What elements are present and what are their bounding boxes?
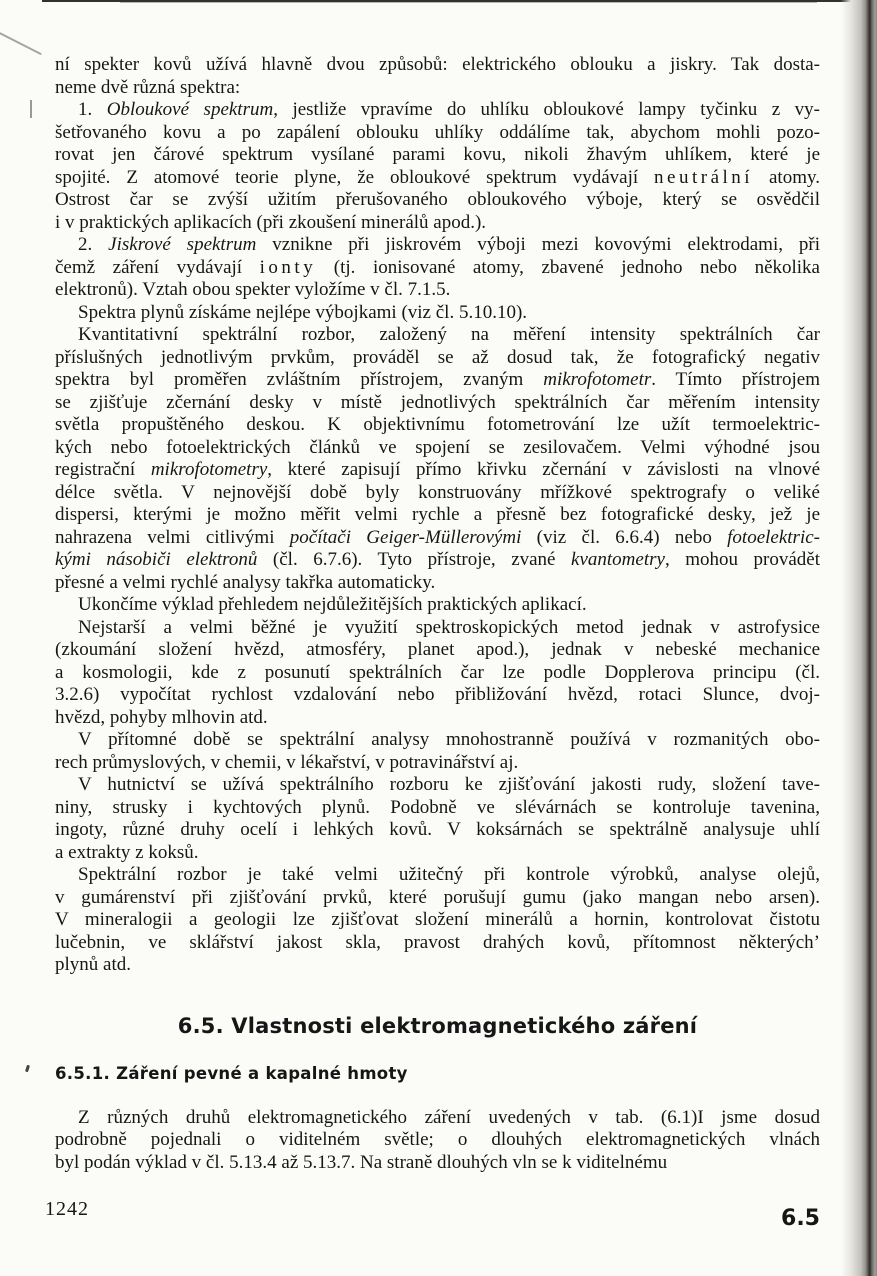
text-segment: (viz čl. 6.6.4) nebo xyxy=(521,526,728,548)
text-line xyxy=(55,167,820,190)
subsection-heading: 6.5.1. Záření pevné a kapalné hmoty xyxy=(55,1063,408,1083)
text-line xyxy=(55,639,820,662)
text-segment: (tj. ionisované atomy, zbavené jednoho nebo několika xyxy=(316,256,820,278)
text-segment: ní spekter kovů užívá hlavně dvou způsobů: elektrického oblouku a jiskry. Tak dosta- xyxy=(55,54,820,75)
italic-term: mikrofotometry xyxy=(150,459,268,480)
text-segment: kých nebo fotoelektrických článků ve spojení se zesilovačem. Velmi výhodné jsou xyxy=(55,436,820,458)
paragraph xyxy=(55,1107,820,1175)
section-heading: 6.5. Vlastnosti elektromagnetického záření xyxy=(177,1013,698,1038)
text-line xyxy=(55,1152,820,1175)
text-segment: Kvantitativní spektrální rozbor, založený na měření intensity spektrálních čar xyxy=(78,324,820,345)
text-segment: se zjišťuje zčernání desky v místě jednotlivých spektrálních čar měřením intensity xyxy=(55,391,820,413)
letterspaced-term: ionty xyxy=(259,256,317,278)
text-segment: čemž záření vydávají xyxy=(55,256,260,278)
page-number: 1242 xyxy=(45,1198,89,1220)
paragraph xyxy=(55,774,820,864)
text-segment: . Tímto přístrojem xyxy=(651,369,821,390)
text-line xyxy=(55,864,820,887)
text-line xyxy=(55,594,820,617)
text-segment: 1. xyxy=(78,99,107,120)
text-line xyxy=(55,369,820,392)
text-line xyxy=(55,279,820,302)
text-segment: byl podán výklad v čl. 5.13.4 až 5.13.7. Na straně dlouhých vln se k viditelnému xyxy=(55,1151,668,1173)
paragraph xyxy=(55,324,820,594)
text-segment: vznikne při jiskrovém výboji mezi kovovými elektrodami, při xyxy=(256,234,821,255)
text-segment: V hutnictví se užívá spektrálního rozboru ke zjišťování jakosti rudy, složení tave- xyxy=(78,774,820,795)
text-segment: elektronů). Vztah obou spekter vyložíme v čl. 7.1.5. xyxy=(55,279,451,300)
text-segment: dispersi, kterými je možno měřit velmi rychle a přesně bez fotografické desky, jež je xyxy=(55,504,820,525)
paragraph xyxy=(55,729,820,774)
text-segment: ingoty, různé druhy ocelí i lehkých kovů. V koksárnách se spektrálně analysuje uhlí xyxy=(55,819,820,840)
text-segment: 2. xyxy=(78,234,109,255)
text-line xyxy=(55,347,820,370)
text-segment: Nejstarší a velmi běžné je využití spektroskopických metod jednak v astrofysice xyxy=(78,616,820,638)
text-segment: délce světla. V nejnovější době byly konstruovány mřížkové spektrografy o veliké xyxy=(55,481,820,503)
text-segment: niny, strusky i kychtových plynů. Podobně ve slévárnách se kontroluje tavenina, xyxy=(55,796,820,818)
text-line xyxy=(55,572,820,595)
text-line xyxy=(55,1107,820,1130)
text-segment: V mineralogii a geologii lze zjišťovat složení minerálů a hornin, kontrolovat čistotu xyxy=(55,909,820,930)
text-line xyxy=(55,549,820,572)
text-segment: světla propuštěného deskou. K objektivnímu fotometrování lze užít termoelektric- xyxy=(55,414,820,435)
text-segment: , které zapisují přímo křivku zčernání v závislosti na vlnové xyxy=(267,459,821,480)
text-line xyxy=(55,752,820,775)
page-footer xyxy=(45,1198,820,1231)
text-line xyxy=(55,954,820,977)
text-segment: rech průmyslových, v chemii, v lékařství, v potravinářství aj. xyxy=(55,751,519,773)
text-line xyxy=(55,414,820,437)
text-segment: lučebnin, ve sklářství jakost skla, pravost drahých kovů, přítomnost některých’ xyxy=(55,931,820,953)
text-line xyxy=(55,707,820,730)
scan-top-edge-artifact-2 xyxy=(120,2,817,3)
text-line xyxy=(55,234,820,257)
text-line xyxy=(55,909,820,932)
text-segment: Spektra plynů získáme nejlépe výbojkami (viz čl. 5.10.10). xyxy=(78,301,528,323)
margin-mark-artifact xyxy=(30,100,32,118)
text-segment: (čl. 6.7.6). Tyto přístroje, zvané xyxy=(257,549,572,570)
text-segment: Spektrální rozbor je také velmi užitečný při kontrole výrobků, analyse olejů, xyxy=(78,864,820,885)
text-line xyxy=(55,437,820,460)
paragraph xyxy=(55,54,820,99)
text-line xyxy=(55,77,820,100)
text-line xyxy=(55,504,820,527)
italic-term: kvantometry xyxy=(571,549,665,570)
text-segment: hvězd, pohyby mlhovin atd. xyxy=(55,706,268,728)
text-line xyxy=(55,122,820,145)
text-line xyxy=(55,302,820,325)
text-line xyxy=(55,819,820,842)
text-line xyxy=(55,482,820,505)
letterspaced-term: neutrální xyxy=(654,166,754,188)
paragraph xyxy=(55,234,820,302)
text-line xyxy=(55,527,820,550)
text-segment: rovat jen čárové spektrum vysílané parami kovu, nikoli žhavým uhlíkem, které je xyxy=(55,144,820,165)
italic-term: Jiskrové spektrum xyxy=(108,234,257,255)
italic-term: počítači Geiger-Müllerovými xyxy=(289,526,522,548)
text-line xyxy=(55,212,820,235)
text-line xyxy=(55,459,820,482)
text-line xyxy=(55,842,820,865)
text-segment: Z různých druhů elektromagnetického záření uvedených v tab. (6.1)I jsme dosud xyxy=(78,1106,820,1128)
text-line xyxy=(55,1129,820,1152)
text-segment: 3.2.6) vypočítat rychlost vzdalování nebo přibližování hvězd, rotaci Slunce, dvoj- xyxy=(55,684,820,705)
text-segment: plynů atd. xyxy=(55,954,131,975)
text-line xyxy=(55,729,820,752)
text-line xyxy=(55,684,820,707)
italic-term: kými násobiči elektronů xyxy=(55,549,258,570)
text-segment: atomy. xyxy=(753,166,820,188)
text-segment: i v praktických aplikacích (při zkoušení minerálů apod.). xyxy=(55,211,487,233)
text-line xyxy=(55,662,820,685)
text-segment: a extrakty z koksů. xyxy=(55,841,199,863)
text-segment: , mohou provádět xyxy=(664,549,821,570)
text-line xyxy=(55,617,820,640)
text-line xyxy=(55,54,820,77)
text-line xyxy=(55,189,820,212)
text-segment: registrační xyxy=(55,459,151,480)
text-line xyxy=(55,324,820,347)
paragraph xyxy=(55,864,820,977)
text-segment: spektra byl proměřen zvláštním přístrojem, zvaným xyxy=(55,369,544,390)
text-segment: podrobně pojednali o viditelném světle; o dlouhých elektromagnetických vlnách xyxy=(55,1129,820,1150)
text-segment: v gumárenství při zjišťování prvků, které porušují gumu (jako mangan nebo arsen). xyxy=(55,886,820,908)
paragraph xyxy=(55,594,820,617)
text-line xyxy=(55,932,820,955)
italic-term: fotoelektric- xyxy=(727,526,820,548)
paragraph xyxy=(55,99,820,234)
text-line xyxy=(55,257,820,280)
page-binding-shadow xyxy=(841,0,877,1276)
italic-term: Obloukové spektrum xyxy=(106,99,274,120)
italic-term: mikrofotometr xyxy=(543,369,652,390)
text-segment: spojité. Z atomové teorie plyne, že obloukové spektrum vydávají xyxy=(55,166,655,188)
text-line xyxy=(55,887,820,910)
text-segment: příslušných jednotlivým prvkům, prováděl se až dosud tak, že fotografický negativ xyxy=(55,346,820,368)
text-segment: neme dvě různá spektra: xyxy=(55,76,241,98)
text-segment: přesné a velmi rychlé analysy takřka automaticky. xyxy=(55,571,436,593)
paragraph xyxy=(55,302,820,325)
scan-scratch-artifact xyxy=(0,28,42,55)
text-segment: (zkoumání složení hvězd, atmosféry, planet apod.), jednak v nebeské mechanice xyxy=(55,639,820,660)
text-line xyxy=(55,99,820,122)
paragraph xyxy=(55,617,820,730)
body-text xyxy=(55,54,820,1174)
text-segment: V přítomné době se spektrální analysy mnohostranně používá v rozmanitých obo- xyxy=(78,729,820,750)
text-segment: nahrazena velmi citlivými xyxy=(55,526,290,548)
text-line xyxy=(55,144,820,167)
text-line xyxy=(55,392,820,415)
text-segment: Ukončíme výklad přehledem nejdůležitějších praktických aplikací. xyxy=(78,594,587,615)
text-line xyxy=(55,797,820,820)
text-segment: a kosmologii, kde z posunutí spektrálních čar lze podle Dopplerova principu (čl. xyxy=(55,661,820,683)
text-segment: , jestliže vpravíme do uhlíku obloukové lampy tyčinku z vy- xyxy=(273,99,820,120)
margin-dot-artifact xyxy=(25,1065,30,1073)
text-segment: šetřovaného kovu a po zapálení oblouku uhlíky oddálíme tak, abychom mohli pozo- xyxy=(55,121,820,143)
text-segment: Ostrost čar se zvýší užitím přerušovaného obloukového výboje, který se osvědčil xyxy=(55,189,820,210)
text-line xyxy=(55,774,820,797)
section-number: 6.5 xyxy=(781,1206,820,1231)
